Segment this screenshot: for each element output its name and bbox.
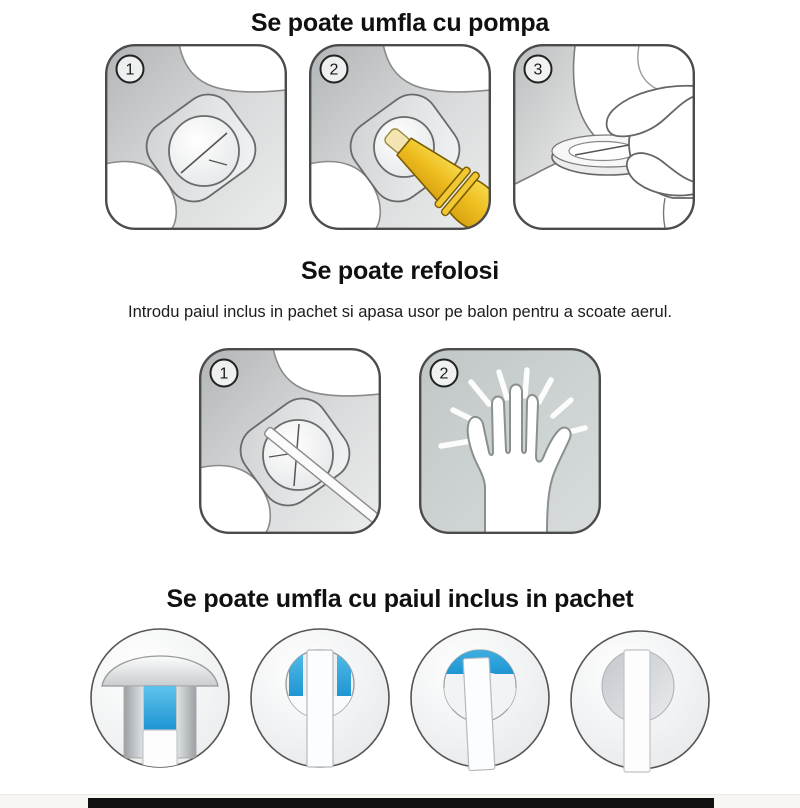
pump-steps-row (0, 44, 800, 230)
straw-shape (624, 650, 650, 772)
valve-sphere-icon (240, 620, 400, 788)
straw-shape (307, 650, 333, 767)
svg-text:3: 3 (533, 61, 543, 79)
pump-step-1-panel (105, 44, 287, 230)
pump-nozzle-icon (309, 44, 491, 230)
hand-pressing-icon (419, 348, 601, 534)
valve-cross-section-icon (80, 620, 240, 788)
straw-diagram-4 (560, 620, 720, 788)
reuse-section-title: Se poate refolosi (300, 257, 500, 285)
hand-pinching-valve-icon (513, 44, 695, 230)
air-chamber-blue (144, 686, 176, 730)
valve-sphere-deep-icon (400, 620, 560, 788)
svg-text:1: 1 (125, 61, 135, 79)
straw-shape (463, 657, 495, 770)
step-number-badge (525, 56, 552, 83)
step-number-badge (211, 360, 238, 387)
straw-diagram-2 (240, 620, 400, 788)
pump-section-title: Se poate umfla cu pompa (250, 9, 550, 37)
svg-text:2: 2 (329, 61, 339, 79)
balloon-valve-icon (105, 44, 287, 230)
svg-text:2: 2 (439, 365, 449, 383)
reuse-instruction-text: Introdu paiul inclus in pachet si apasa usor pe balon pentru a scoate aerul. (128, 303, 672, 321)
pump-step-2-panel (309, 44, 491, 230)
straw-in-valve-icon (199, 348, 381, 534)
svg-text:1: 1 (219, 365, 229, 383)
step-number-badge (117, 56, 144, 83)
straw-diagrams-row (0, 620, 800, 788)
straw-diagram-3 (400, 620, 560, 788)
step-number-badge (321, 56, 348, 83)
reuse-steps-row (0, 348, 800, 534)
straw-section-title: Se poate umfla cu paiul inclus in pachet (166, 585, 634, 613)
straw-shape (143, 730, 177, 788)
straw-diagram-1 (80, 620, 240, 788)
reuse-step-1-panel (199, 348, 381, 534)
valve-sphere-closed-icon (560, 620, 720, 788)
reuse-step-2-panel (419, 348, 601, 534)
step-number-badge (431, 360, 458, 387)
pump-step-3-panel (513, 44, 695, 230)
